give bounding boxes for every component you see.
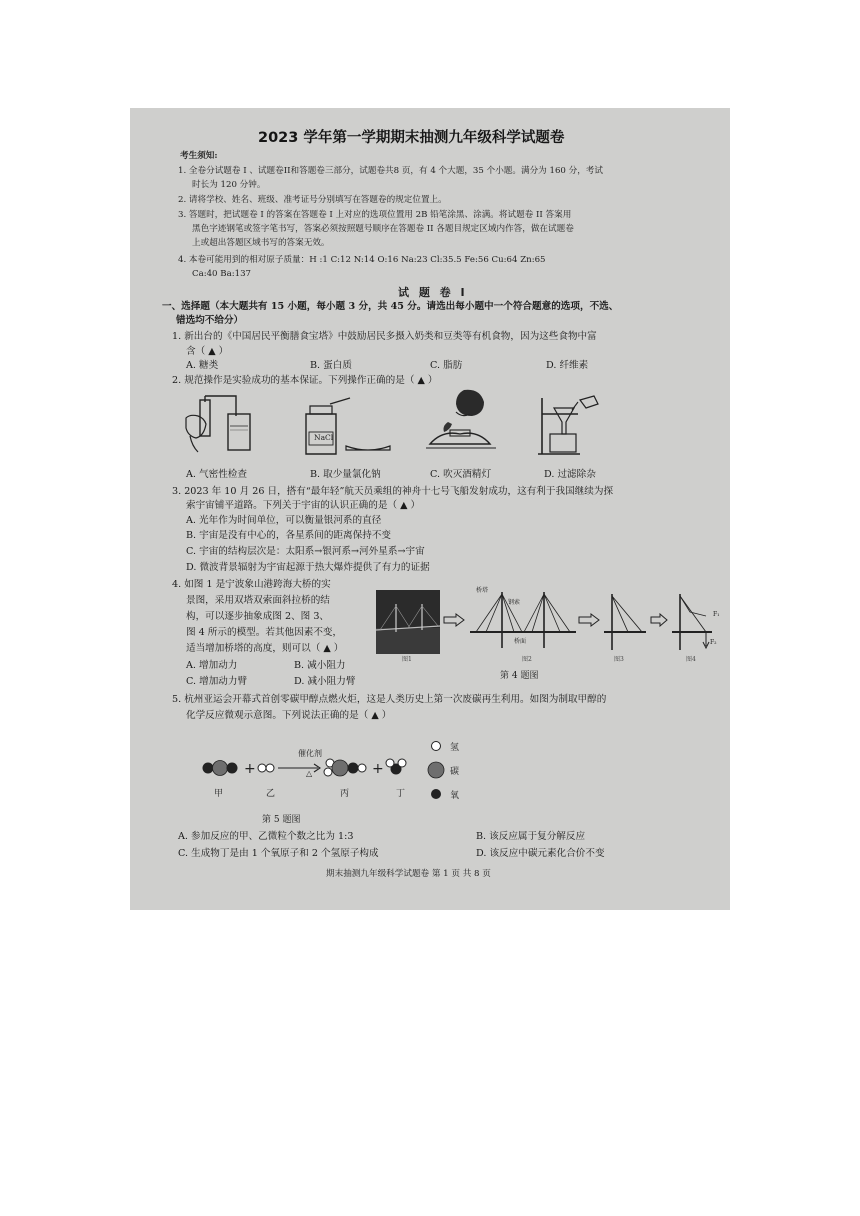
q1-stem: 1. 新出台的《中国居民平衡膳食宝塔》中鼓励居民多摄入奶类和豆类等有机食物，因为这些食物中富 [172,331,597,342]
section-intro: 一、选择题（本大题共有 15 小题，每小题 3 分，共 45 分。请选出每小题中一个符合题意的选项，不选、 [162,301,619,312]
q4-figure1-bridge-photo [376,590,440,654]
q4-option-a: A. 增加动力 [186,660,238,671]
label-f2: F₂ [710,639,717,646]
q1-stem: 含（ ▲ ） [186,346,229,357]
species-label-yi: 乙 [266,789,276,799]
q3-option-b: B. 宇宙是没有中心的，各星系间的距离保持不变 [186,530,392,541]
q1-option-a: A. 糖类 [186,360,219,371]
arrow-icon [443,613,465,627]
notice-line: 3. 答题时，把试题卷 I 的答案在答题卷 I 上对应的选项位置用 2B 铅笔涂黑、涂满。将试题卷 II 答案用 [178,210,572,220]
arrow-icon [578,613,600,627]
arrow-icon [650,613,668,627]
q1-option-b: B. 蛋白质 [310,360,352,371]
notice-line: 时长为 120 分钟。 [192,180,266,190]
q4-stem: 适当增加桥塔的高度，则可以（ ▲ ） [186,643,344,654]
q5-option-b: B. 该反应属于复分解反应 [476,831,586,842]
fig4-label: 图4 [686,656,696,663]
q5-caption: 第 5 题图 [262,815,301,825]
label-deck: 桥面 [514,638,527,645]
q4-figure3-lever-model [602,590,648,656]
q3-stem: 索宇宙铺平道路。下列关于宇宙的认识正确的是（ ▲ ） [186,500,421,511]
section-intro: 错选均不给分） [176,315,244,326]
q5-stem: 化学反应微观示意图。下列说法正确的是（ ▲ ） [186,710,392,721]
q5-condition-heat: △ [306,769,313,778]
q2-figure-nacl [300,396,400,458]
label-cable: 钢索 [508,599,521,606]
q5-stem: 5. 杭州亚运会开幕式首创零碳甲醇点燃火炬，这是人类历史上第一次废碳再生利用。如图为制取甲醇的 [172,694,607,705]
q3-option-c: C. 宇宙的结构层次是：太阳系→银河系→河外星系→宇宙 [186,546,425,557]
fig1-label: 图1 [402,656,412,663]
species-label-bing: 丙 [340,789,350,799]
legend-hydrogen: 氢 [450,743,460,753]
q1-option-c: C. 脂肪 [430,360,463,371]
notice-line: 上或超出答题区域书写的答案无效。 [192,238,330,248]
q3-stem: 3. 2023 年 10 月 26 日，搭有“最年轻”航天员乘组的神舟十七号飞船发射成功，这有利于我国继续为探 [172,486,614,497]
q4-stem: 图 4 所示的模型。若其他因素不变， [186,627,343,638]
exam-sheet-photo [130,108,730,910]
q2-figure-filtration [534,392,614,458]
section-title: 试 题 卷 I [398,286,468,299]
q3-option-d: D. 微波背景辐射为宇宙起源于热大爆炸提供了有力的证据 [186,562,430,573]
q2-figure-alcohol-lamp [426,386,502,458]
svg-text:+: + [372,761,384,777]
page-footer: 期末抽测九年级科学试题卷 第 1 页 共 8 页 [326,869,491,879]
q2-stem: 2. 规范操作是实验成功的基本保证。下列操作正确的是（ ▲ ） [172,375,438,386]
q4-stem: 景图，采用双塔双索面斜拉桥的结 [186,595,330,606]
notice-label: 考生须知: [180,151,218,161]
q4-figure4-force-model [670,590,726,656]
q4-option-c: C. 增加动力臂 [186,676,248,687]
notice-line: 1. 全卷分试题卷 I 、试题卷II和答题卷三部分，试题卷共8 页，有 4 个大题，35 个小题。满分为 160 分，考试 [178,166,603,176]
svg-text:+: + [244,761,256,777]
q4-option-b: B. 减小阻力 [294,660,346,671]
notice-line: Ca:40 Ba:137 [192,269,251,279]
q2-option-c: C. 吹灭酒精灯 [430,469,492,480]
nacl-label: NaCl [314,433,334,442]
q2-option-b: B. 取少量氯化钠 [310,469,381,480]
q5-condition-catalyst: 催化剂 [298,749,322,758]
q4-figure2-bridge-model [468,586,578,660]
notice-line: 黑色字迹钢笔或签字笔书写，答案必须按照题号顺序在答题卷 II 各题目规定区域内作答，做在试题卷 [192,224,574,234]
exam-title: 2023 学年第一学期期末抽测九年级科学试题卷 [258,130,565,146]
fig3-label: 图3 [614,656,624,663]
species-label-ding: 丁 [396,789,406,799]
label-tower: 桥塔 [476,587,489,594]
q3-option-a: A. 光年作为时间单位，可以衡量银河系的直径 [186,515,382,526]
q5-option-a: A. 参加反应的甲、乙微粒个数之比为 1:3 [178,831,354,842]
label-f1: F₁ [713,611,720,618]
q5-option-c: C. 生成物丁是由 1 个氧原子和 2 个氢原子构成 [178,848,379,859]
q4-option-d: D. 减小阻力臂 [294,676,356,687]
legend-oxygen: 氧 [450,791,460,801]
q5-option-d: D. 该反应中碳元素化合价不变 [476,848,605,859]
q5-legend [426,738,446,804]
q2-option-a: A. 气密性检查 [186,469,247,480]
q4-stem: 构，可以逐步抽象成图 2、图 3、 [186,611,330,622]
notice-line: 2. 请将学校、姓名、班级、准考证号分别填写在答题卷的规定位置上。 [178,195,447,205]
q2-option-d: D. 过滤除杂 [544,469,596,480]
q4-caption: 第 4 题图 [500,671,539,681]
q4-stem: 4. 如图 1 是宁波象山港跨海大桥的实 [172,579,331,590]
q5-reaction-diagram [200,744,460,788]
fig2-label: 图2 [522,656,532,663]
q2-figure-airtightness [180,392,270,458]
species-label-jia: 甲 [214,789,224,799]
q1-option-d: D. 纤维素 [546,360,589,371]
notice-line: 4. 本卷可能用到的相对原子质量：H :1 C:12 N:14 O:16 Na:23 Cl:35.5 Fe:56 Cu:64 Zn:65 [178,255,546,265]
legend-carbon: 碳 [450,767,460,777]
